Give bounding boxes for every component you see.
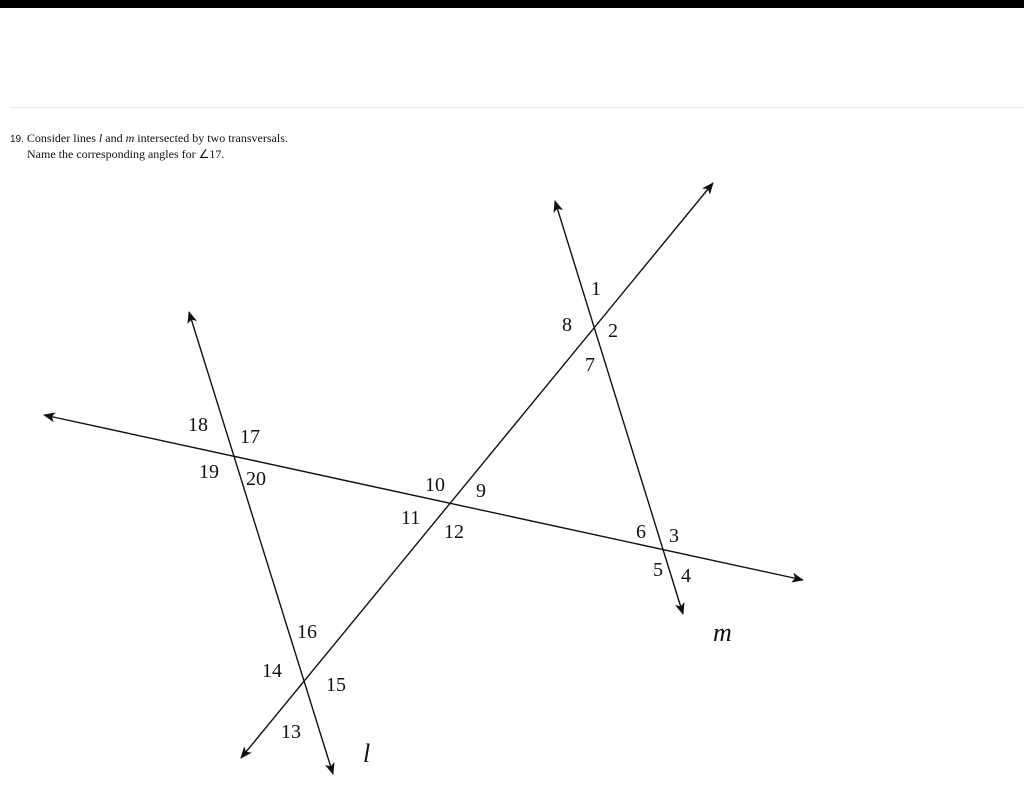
line-label-m: m [713,618,732,647]
question-number: 19. [10,134,24,145]
angle-label-4: 4 [681,565,691,587]
angle-label-13: 13 [281,721,301,743]
angle-label-10: 10 [425,474,445,496]
angle-label-17: 17 [240,426,260,448]
angle-label-11: 11 [401,507,421,529]
angle-label-12: 12 [444,521,464,543]
angle-label-6: 6 [636,521,646,543]
line-l [189,312,333,774]
angle-label-1: 1 [591,278,601,300]
angle-label-7: 7 [585,354,595,376]
line-label-l: l [363,739,371,768]
line-m [555,201,683,614]
line-diagonal-transversal [241,183,713,758]
angle-label-14: 14 [262,660,282,682]
angle-label-5: 5 [653,559,663,581]
angle-label-15: 15 [326,674,346,696]
angle-label-9: 9 [476,480,486,502]
angle-label-19: 19 [199,461,219,483]
angle-label-8: 8 [562,314,572,336]
angle-label-20: 20 [246,468,266,490]
angle-label-2: 2 [608,320,618,342]
angle-label-3: 3 [669,525,679,547]
line-horizontal-transversal [44,415,803,580]
angle-label-16: 16 [297,621,317,643]
question-line-1: 19. Consider lines l and m intersected by two transversals. [10,131,288,145]
question-line-2: Name the corresponding angles for ∠17. [27,147,225,161]
angle-label-18: 18 [188,414,208,436]
